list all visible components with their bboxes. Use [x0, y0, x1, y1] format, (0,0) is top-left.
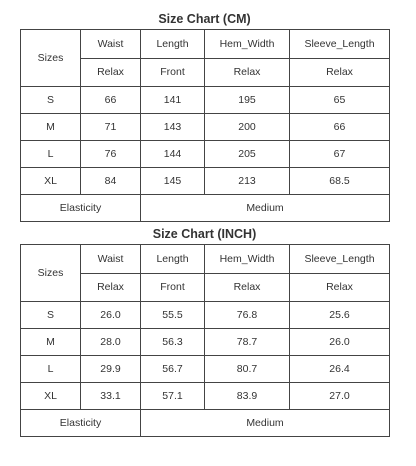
value-cell: 84	[81, 168, 141, 195]
value-cell: 26.0	[290, 329, 390, 356]
elasticity-label: Elasticity	[21, 195, 141, 222]
value-cell: 56.3	[141, 329, 205, 356]
size-cell: XL	[21, 383, 81, 410]
column-header-length: Length	[141, 30, 205, 59]
size-cell: M	[21, 329, 81, 356]
column-subheader: Front	[141, 58, 205, 87]
column-subheader: Front	[141, 273, 205, 302]
column-subheader: Relax	[205, 58, 290, 87]
column-header-hem-width: Hem_Width	[205, 245, 290, 274]
table-row	[21, 141, 390, 168]
value-cell: 141	[141, 87, 205, 114]
sizes-header: Sizes	[21, 30, 81, 87]
column-subheader: Relax	[81, 58, 141, 87]
size-chart-cm	[20, 10, 389, 222]
column-header-sleeve-length: Sleeve_Length	[290, 30, 390, 59]
size-chart-inch	[20, 225, 389, 437]
value-cell: 195	[205, 87, 290, 114]
value-cell: 68.5	[290, 168, 390, 195]
value-cell: 205	[205, 141, 290, 168]
value-cell: 80.7	[205, 356, 290, 383]
table-row	[21, 168, 390, 195]
size-cell: M	[21, 114, 81, 141]
column-header-waist: Waist	[81, 30, 141, 59]
value-cell: 27.0	[290, 383, 390, 410]
value-cell: 56.7	[141, 356, 205, 383]
column-subheader: Relax	[81, 273, 141, 302]
value-cell: 55.5	[141, 302, 205, 329]
size-table	[20, 29, 390, 222]
value-cell: 78.7	[205, 329, 290, 356]
size-cell: S	[21, 302, 81, 329]
value-cell: 29.9	[81, 356, 141, 383]
header-row	[21, 30, 390, 59]
value-cell: 26.4	[290, 356, 390, 383]
value-cell: 26.0	[81, 302, 141, 329]
value-cell: 76.8	[205, 302, 290, 329]
header-row	[21, 245, 390, 274]
column-subheader: Relax	[205, 273, 290, 302]
size-cell: L	[21, 356, 81, 383]
chart-title: Size Chart (INCH)	[152, 227, 257, 241]
size-table	[20, 244, 390, 437]
value-cell: 71	[81, 114, 141, 141]
value-cell: 28.0	[81, 329, 141, 356]
size-cell: S	[21, 87, 81, 114]
table-row	[21, 302, 390, 329]
column-header-hem-width: Hem_Width	[205, 30, 290, 59]
table-row	[21, 114, 390, 141]
elasticity-label: Elasticity	[21, 410, 141, 437]
column-subheader: Relax	[290, 273, 390, 302]
table-row	[21, 87, 390, 114]
value-cell: 145	[141, 168, 205, 195]
column-header-length: Length	[141, 245, 205, 274]
table-row	[21, 356, 390, 383]
column-subheader: Relax	[290, 58, 390, 87]
value-cell: 67	[290, 141, 390, 168]
size-cell: XL	[21, 168, 81, 195]
chart-title: Size Chart (CM)	[158, 12, 251, 26]
value-cell: 76	[81, 141, 141, 168]
table-row	[21, 383, 390, 410]
value-cell: 213	[205, 168, 290, 195]
value-cell: 200	[205, 114, 290, 141]
value-cell: 57.1	[141, 383, 205, 410]
elasticity-row	[21, 410, 390, 437]
elasticity-row	[21, 195, 390, 222]
value-cell: 66	[81, 87, 141, 114]
elasticity-value: Medium	[141, 410, 390, 437]
size-cell: L	[21, 141, 81, 168]
column-header-sleeve-length: Sleeve_Length	[290, 245, 390, 274]
value-cell: 65	[290, 87, 390, 114]
elasticity-value: Medium	[141, 195, 390, 222]
sizes-header: Sizes	[21, 245, 81, 302]
table-row	[21, 329, 390, 356]
column-header-waist: Waist	[81, 245, 141, 274]
value-cell: 66	[290, 114, 390, 141]
value-cell: 33.1	[81, 383, 141, 410]
value-cell: 144	[141, 141, 205, 168]
value-cell: 83.9	[205, 383, 290, 410]
value-cell: 143	[141, 114, 205, 141]
value-cell: 25.6	[290, 302, 390, 329]
